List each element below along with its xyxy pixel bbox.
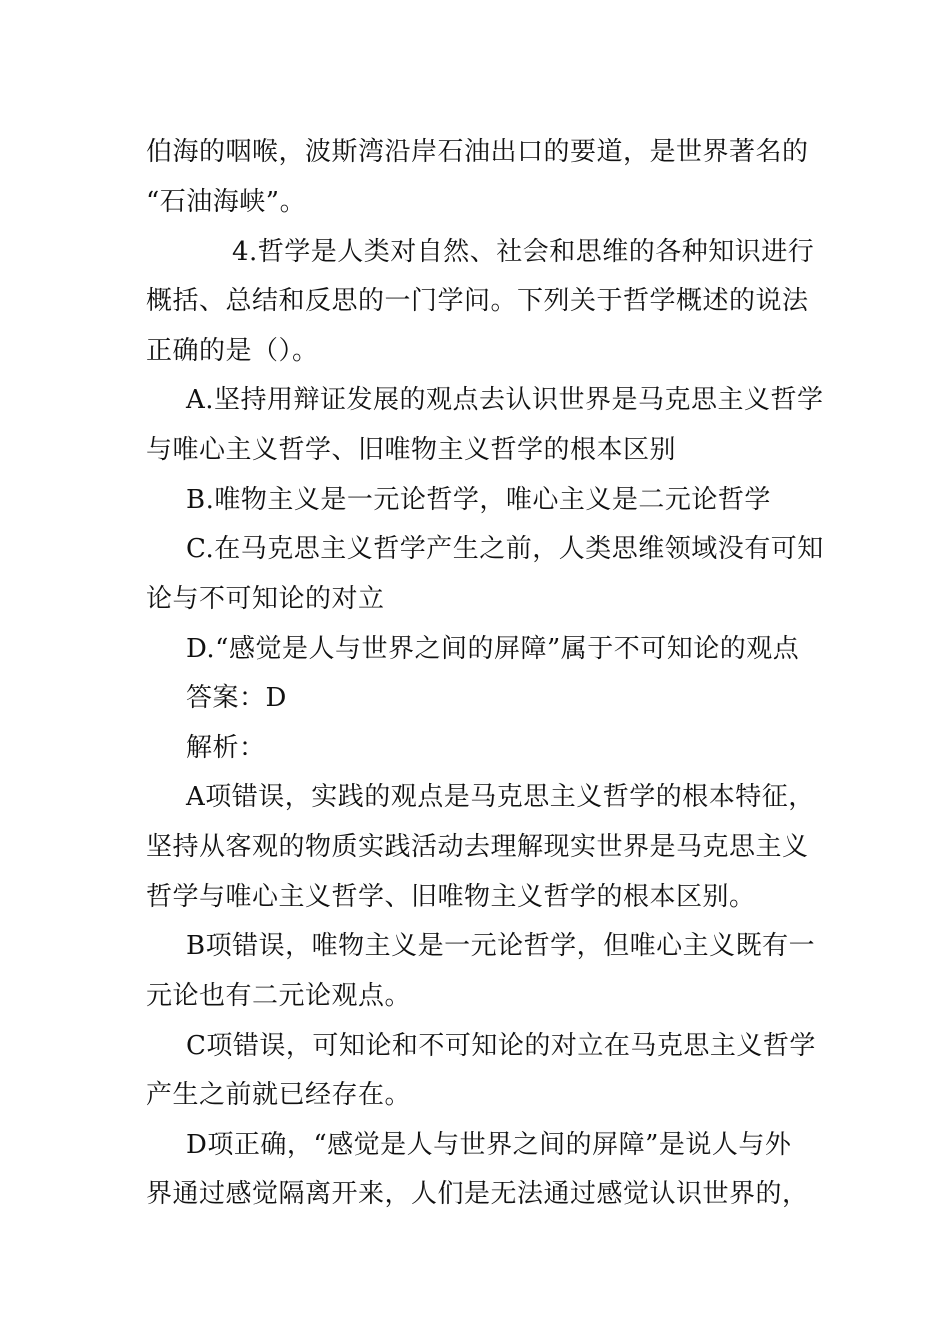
analysis-a: A项错误，实践的观点是马克思主义哲学的根本特征， (186, 782, 815, 812)
option-a: A.坚持用辩证发展的观点去认识世界是马克思主义哲学 (186, 385, 824, 415)
question-4-line: 4.哲学是人类对自然、社会和思维的各种知识进行 (232, 237, 815, 267)
question-4-line: 正确的是（）。 (146, 336, 319, 366)
option-b: B.唯物主义是一元论哲学，唯心主义是二元论哲学 (186, 485, 771, 515)
analysis-b: 元论也有二元论观点。 (146, 981, 412, 1011)
analysis-a: 坚持从客观的物质实践活动去理解现实世界是马克思主义 (146, 832, 809, 862)
paragraph-line: 伯海的咽喉，波斯湾沿岸石油出口的要道，是世界著名的 (146, 137, 809, 167)
paragraph-line: “石油海峡”。 (146, 187, 307, 217)
option-c: C.在马克思主义哲学产生之前，人类思维领域没有可知 (186, 534, 824, 564)
analysis-heading: 解析： (186, 733, 266, 763)
option-a: 与唯心主义哲学、旧唯物主义哲学的根本区别 (146, 435, 677, 465)
option-c: 论与不可知论的对立 (146, 584, 385, 614)
analysis-b: B项错误，唯物主义是一元论哲学，但唯心主义既有一 (186, 931, 816, 961)
option-d: D.“感觉是人与世界之间的屏障”属于不可知论的观点 (186, 634, 800, 664)
answer-line: 答案：D (186, 683, 287, 713)
analysis-c: 产生之前就已经存在。 (146, 1080, 412, 1110)
analysis-d: 界通过感觉隔离开来，人们是无法通过感觉认识世界的， (146, 1179, 809, 1209)
analysis-c: C项错误，可知论和不可知论的对立在马克思主义哲学 (186, 1031, 816, 1061)
question-4-line: 概括、总结和反思的一门学问。下列关于哲学概述的说法 (146, 286, 809, 316)
analysis-a: 哲学与唯心主义哲学、旧唯物主义哲学的根本区别。 (146, 882, 756, 912)
analysis-d: D项正确，“感觉是人与世界之间的屏障”是说人与外 (186, 1130, 792, 1160)
